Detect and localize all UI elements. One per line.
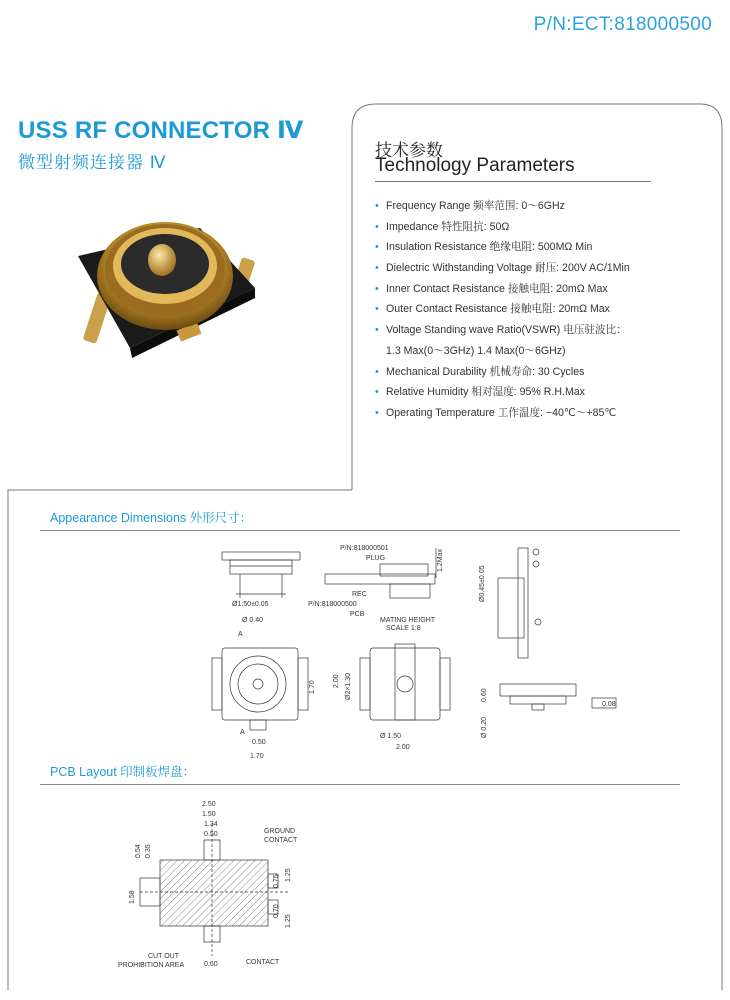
- dim-label: P/N:818000501: [340, 545, 389, 552]
- dim-label: 1.70: [250, 753, 264, 760]
- dim-label: 2.00: [333, 674, 340, 688]
- bullet: •: [375, 406, 379, 419]
- param-item: • Dielectric Withstanding Voltage 耐压: 200V AC/1Min: [375, 258, 630, 279]
- appearance-title: Appearance Dimensions 外形尺寸：: [50, 511, 253, 525]
- bullet: •: [375, 262, 379, 275]
- dim-label: A: [238, 631, 243, 638]
- dim-label: 1.50: [202, 811, 216, 818]
- product-title-cn: 微型射频连接器 Ⅳ: [18, 153, 167, 172]
- dim-label: A: [240, 729, 245, 736]
- dim-label: CUT OUT: [148, 953, 179, 960]
- dim-label: 0.50: [204, 831, 218, 838]
- dim-label: Ø0.45±0.05: [479, 565, 486, 602]
- param-item: • Insulation Resistance 绝缘电阻: 500MΩ Min: [375, 237, 630, 258]
- dim-label: Ø2×1.30: [345, 672, 352, 700]
- dim-label: CONTACT: [264, 837, 298, 844]
- top-view: [212, 617, 316, 760]
- dim-label: 0.60: [204, 961, 218, 968]
- dim-label: 0.50: [252, 739, 266, 746]
- dim-label: SCALE 1:8: [386, 625, 421, 632]
- bullet: •: [375, 282, 379, 295]
- dim-label: Ø 0.40: [242, 617, 264, 624]
- param-item: • Inner Contact Resistance 接触电阻: 20mΩ Max: [375, 279, 630, 300]
- dim-label: CONTACT: [246, 959, 280, 966]
- param-list: [375, 196, 630, 424]
- bullet: •: [375, 241, 379, 254]
- part-number: P/N:ECT:818000500: [533, 14, 712, 35]
- tech-title-divider: [375, 181, 651, 182]
- tech-title-en: Technology Parameters: [375, 155, 575, 176]
- param-item: • Operating Temperature 工作温度: −40℃～+85℃: [375, 403, 630, 424]
- dim-label: Ø 1.50: [380, 733, 402, 740]
- bullet: •: [375, 200, 379, 212]
- dim-label: Ø1.50±0.05: [232, 601, 269, 608]
- product-title-en: USS RF CONNECTOR Ⅳ: [18, 117, 304, 144]
- dim-label: 0.08: [602, 701, 616, 708]
- dim-label: 0.60: [481, 688, 488, 702]
- dim-label: 1.70: [309, 680, 316, 694]
- bullet: •: [375, 220, 379, 233]
- param-item: • Voltage Standing wave Ratio(VSWR) 电压驻波比：: [375, 320, 630, 341]
- bullet: •: [375, 365, 379, 378]
- param-item: • Relative Humidity 相对湿度: 95% R.H.Max: [375, 382, 630, 403]
- appearance-divider: [40, 530, 680, 531]
- tech-title-cn: 技术参数: [375, 141, 443, 160]
- param-vswr-values: 1.3 Max(0～3GHz) 1.4 Max(0～6GHz): [386, 344, 566, 357]
- front-view: [481, 684, 616, 738]
- bullet: •: [375, 324, 379, 337]
- bullet: •: [375, 386, 379, 399]
- pcb-layout-drawing: [100, 796, 330, 974]
- dim-label: MATING HEIGHT: [380, 617, 436, 624]
- side-view: [222, 552, 300, 608]
- mating-view: [308, 545, 444, 632]
- dim-label: Ø 0.20: [481, 716, 488, 738]
- connector-photo: [50, 198, 280, 368]
- dim-label: 0.54: [135, 844, 142, 858]
- dim-label: 2.50: [202, 801, 216, 808]
- pcb-title: PCB Layout 印制板焊盘：: [50, 765, 196, 779]
- param-item: • Mechanical Durability 机械寿命: 30 Cycles: [375, 362, 630, 383]
- param-item: • Outer Contact Resistance 接触电阻: 20mΩ Max: [375, 299, 630, 320]
- dim-label: 2.00: [396, 744, 410, 751]
- dim-label: 1.34: [204, 821, 218, 828]
- pcb-divider: [40, 784, 680, 785]
- param-item: • Impedance 特性阻抗: 50Ω: [375, 217, 630, 238]
- appearance-drawing: [200, 538, 630, 766]
- dim-label: 1.25: [285, 868, 292, 882]
- side-section: [479, 548, 541, 658]
- param-item: • Frequency Range 频率范围: 0～6GHz: [375, 196, 630, 217]
- dim-label: 1.58: [129, 890, 136, 904]
- dim-label: 0.35: [145, 844, 152, 858]
- bullet: •: [375, 303, 379, 316]
- dim-label: 0.70: [273, 904, 280, 918]
- dim-label: GROUND: [264, 828, 296, 835]
- dim-label: REC: [352, 591, 367, 598]
- dim-label: PLUG: [366, 555, 386, 562]
- dim-label: 1.2Max: [437, 549, 444, 572]
- dim-label: 0.75: [273, 874, 280, 888]
- dim-label: P/N:818000500: [308, 601, 357, 608]
- top-view-2: [333, 644, 450, 751]
- dim-label: 1.25: [285, 914, 292, 928]
- dim-label: PCB: [350, 611, 365, 618]
- dim-label: PROHIBITION AREA: [118, 962, 185, 969]
